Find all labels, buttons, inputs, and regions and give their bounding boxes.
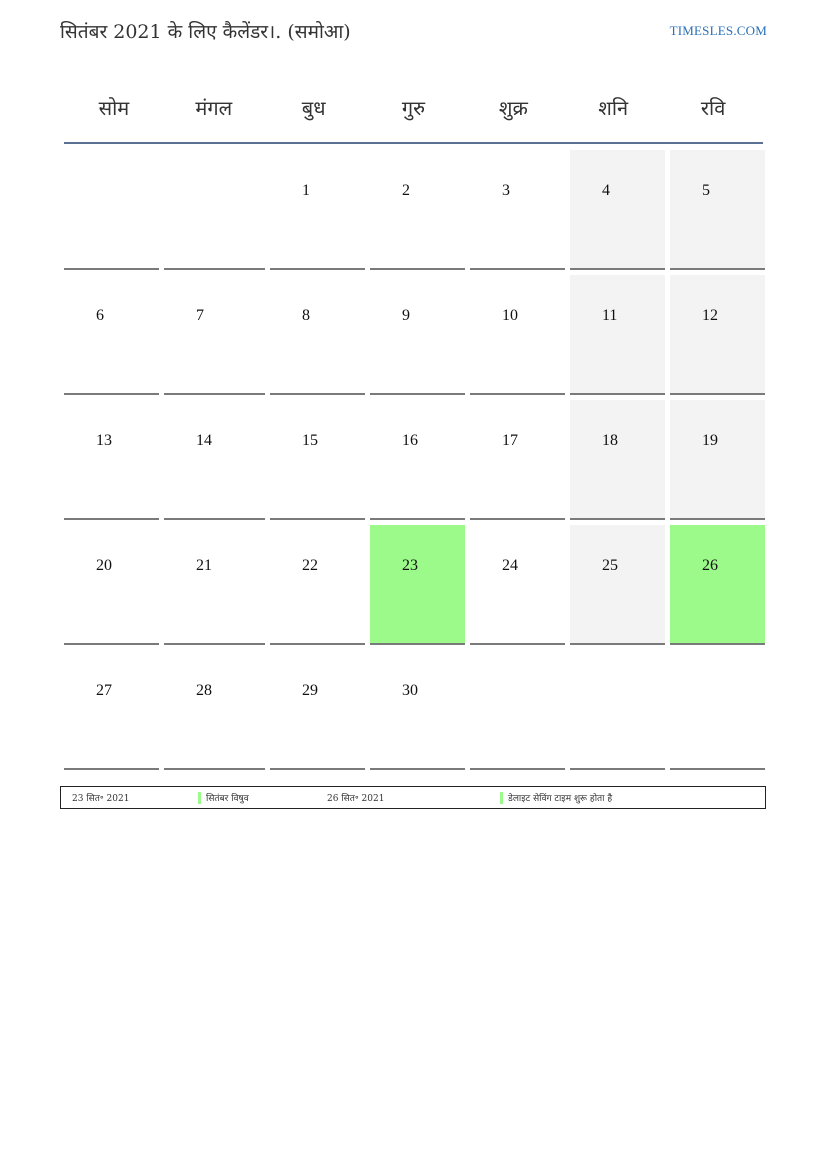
day-number: 16 xyxy=(402,432,418,449)
day-cell-12[interactable] xyxy=(670,275,765,395)
weekday-sunday: रवि xyxy=(700,95,726,120)
day-number: 25 xyxy=(602,557,618,574)
day-number: 5 xyxy=(702,182,710,199)
day-cell-3[interactable] xyxy=(470,150,565,270)
day-number: 9 xyxy=(402,307,410,324)
day-cell-8[interactable] xyxy=(270,275,365,395)
day-cell-4[interactable] xyxy=(570,150,665,270)
legend-label-2-text: डेलाइट सेविंग टाइम शुरू होता है xyxy=(508,794,613,804)
day-number: 17 xyxy=(502,432,518,449)
holiday-swatch-icon xyxy=(500,792,503,804)
day-number: 21 xyxy=(196,557,212,574)
day-cell-11[interactable] xyxy=(570,275,665,395)
holiday-legend xyxy=(60,786,766,809)
day-number: 10 xyxy=(502,307,518,324)
weekday-saturday: शनि xyxy=(598,95,629,120)
day-cell-23[interactable] xyxy=(370,525,465,645)
day-cell-14[interactable] xyxy=(164,400,265,520)
empty-day-cell xyxy=(164,150,265,270)
day-number: 13 xyxy=(96,432,112,449)
day-number: 14 xyxy=(196,432,212,449)
day-number: 24 xyxy=(502,557,518,574)
day-number: 12 xyxy=(702,307,718,324)
legend-date-2 xyxy=(327,787,384,808)
day-cell-29[interactable] xyxy=(270,650,365,770)
day-number: 20 xyxy=(96,557,112,574)
day-number: 3 xyxy=(502,182,510,199)
day-cell-20[interactable] xyxy=(64,525,159,645)
empty-day-cell xyxy=(670,650,765,770)
day-number: 7 xyxy=(196,307,204,324)
day-cell-28[interactable] xyxy=(164,650,265,770)
calendar-grid xyxy=(64,150,763,775)
day-number: 2 xyxy=(402,182,410,199)
day-number: 30 xyxy=(402,682,418,699)
day-cell-19[interactable] xyxy=(670,400,765,520)
weekday-friday: शुक्र xyxy=(498,95,528,120)
empty-day-cell xyxy=(570,650,665,770)
day-number: 11 xyxy=(602,307,618,324)
day-number: 26 xyxy=(702,557,718,574)
day-cell-30[interactable] xyxy=(370,650,465,770)
legend-date-1-text: 23 सित॰ 2021 xyxy=(72,794,130,804)
day-cell-7[interactable] xyxy=(164,275,265,395)
day-number: 1 xyxy=(302,182,310,199)
day-cell-24[interactable] xyxy=(470,525,565,645)
day-cell-22[interactable] xyxy=(270,525,365,645)
day-number: 18 xyxy=(602,432,618,449)
day-cell-15[interactable] xyxy=(270,400,365,520)
empty-day-cell xyxy=(470,650,565,770)
day-number: 23 xyxy=(402,557,418,574)
holiday-swatch-icon xyxy=(198,792,201,804)
weekday-monday: सोम xyxy=(98,95,130,120)
day-cell-25[interactable] xyxy=(570,525,665,645)
weekday-tuesday: मंगल xyxy=(195,95,233,120)
weekday-header-row xyxy=(64,72,763,144)
legend-label-1 xyxy=(198,787,249,808)
day-cell-17[interactable] xyxy=(470,400,565,520)
page-title: सितंबर 2021 के लिए कैलेंडर।. (समोआ) xyxy=(60,21,351,43)
day-cell-5[interactable] xyxy=(670,150,765,270)
legend-label-2 xyxy=(500,787,612,808)
empty-day-cell xyxy=(64,150,159,270)
day-cell-13[interactable] xyxy=(64,400,159,520)
weekday-wednesday: बुध xyxy=(301,95,326,120)
day-number: 28 xyxy=(196,682,212,699)
day-cell-27[interactable] xyxy=(64,650,159,770)
day-cell-10[interactable] xyxy=(470,275,565,395)
day-cell-16[interactable] xyxy=(370,400,465,520)
legend-date-2-text: 26 सित॰ 2021 xyxy=(327,794,385,804)
day-number: 8 xyxy=(302,307,310,324)
day-cell-21[interactable] xyxy=(164,525,265,645)
day-number: 27 xyxy=(96,682,112,699)
day-cell-26[interactable] xyxy=(670,525,765,645)
day-cell-1[interactable] xyxy=(270,150,365,270)
day-number: 29 xyxy=(302,682,318,699)
legend-date-1 xyxy=(72,787,129,808)
day-cell-6[interactable] xyxy=(64,275,159,395)
day-cell-18[interactable] xyxy=(570,400,665,520)
site-link[interactable]: TIMESLES.COM xyxy=(669,23,767,38)
day-number: 15 xyxy=(302,432,318,449)
day-number: 19 xyxy=(702,432,718,449)
day-number: 22 xyxy=(302,557,318,574)
day-cell-2[interactable] xyxy=(370,150,465,270)
weekday-thursday: गुरु xyxy=(401,95,426,120)
day-cell-9[interactable] xyxy=(370,275,465,395)
day-number: 4 xyxy=(602,182,610,199)
legend-label-1-text: सितंबर विषुव xyxy=(206,794,249,804)
day-number: 6 xyxy=(96,307,104,324)
